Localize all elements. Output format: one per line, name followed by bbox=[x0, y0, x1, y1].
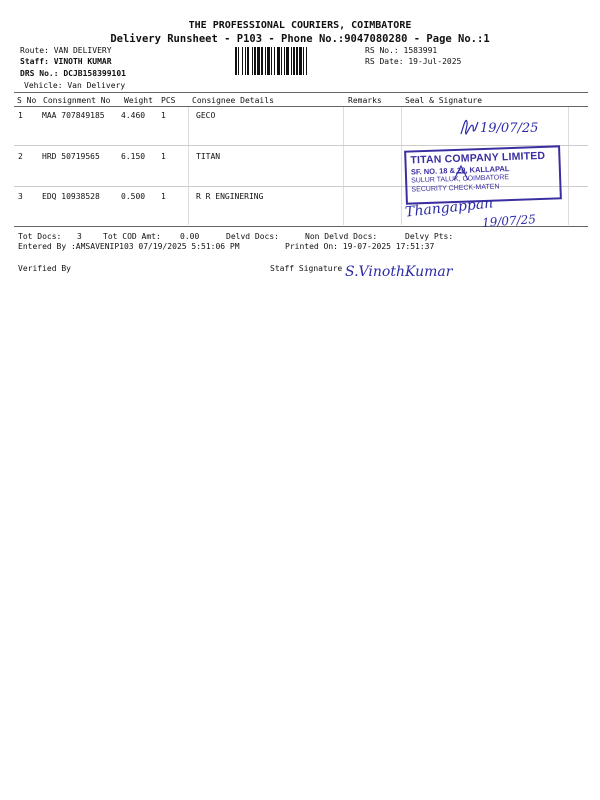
entered-by: Entered By :AMSAVENIP103 07/19/2025 5:51:06 PM bbox=[18, 242, 240, 251]
column-guide bbox=[401, 107, 402, 225]
table-row-3-consignee: R R ENGINERING bbox=[196, 192, 264, 201]
column-guide bbox=[343, 107, 344, 225]
staff-signature-label: Staff Signature bbox=[270, 264, 343, 273]
table-row-2-sno: 2 bbox=[18, 152, 23, 161]
table-row-1-pcs: 1 bbox=[161, 111, 166, 120]
header-weight: Weight bbox=[124, 96, 153, 105]
header-pcs: PCS bbox=[161, 96, 176, 105]
header-consignment: Consignment No bbox=[43, 96, 111, 105]
table-row-3-weight: 0.500 bbox=[121, 192, 146, 201]
table-row-1-consignment: MAA 707849185 bbox=[42, 111, 105, 120]
table-row-2-consignee: TITAN bbox=[196, 152, 221, 161]
rs-date: RS Date: 19-Jul-2025 bbox=[365, 57, 462, 66]
table-row-3-consignment: EDQ 10938528 bbox=[42, 192, 100, 201]
column-guide bbox=[568, 107, 569, 225]
table-row-1-sno: 1 bbox=[18, 111, 23, 120]
verified-by-label: Verified By bbox=[18, 264, 71, 273]
drs-number: DRS No.: DCJB158399101 bbox=[20, 69, 126, 78]
tot-cod-label: Tot COD Amt: bbox=[103, 232, 161, 241]
stamp-line-3: SULUR TALUK, COIMBATORE bbox=[411, 174, 510, 185]
table-row-2-weight: 6.150 bbox=[121, 152, 146, 161]
tot-cod-value: 0.00 bbox=[180, 232, 200, 241]
company-title: THE PROFESSIONAL COURIERS, COIMBATORE bbox=[188, 20, 412, 31]
runsheet-subtitle: Delivery Runsheet - P103 - Phone No.:9047080280 - Page No.:1 bbox=[110, 33, 490, 45]
header-consignee: Consignee Details bbox=[192, 96, 274, 105]
header-remarks: Remarks bbox=[348, 96, 382, 105]
tot-docs-value: 3 bbox=[77, 232, 82, 241]
non-delvd-docs-label: Non Delvd Docs: bbox=[305, 232, 378, 241]
barcode-image bbox=[235, 47, 357, 75]
staff-label: Staff: VINOTH KUMAR bbox=[20, 57, 112, 66]
table-row-2-pcs: 1 bbox=[161, 152, 166, 161]
staff-signature: S.VinothKumar bbox=[345, 264, 453, 280]
table-top-rule bbox=[14, 92, 588, 93]
header-seal: Seal & Signature bbox=[405, 96, 483, 105]
table-header-rule bbox=[14, 106, 588, 107]
route-label: Route: VAN DELIVERY bbox=[20, 46, 112, 55]
header-sno: S No bbox=[17, 96, 37, 105]
delvd-docs-label: Delvd Docs: bbox=[226, 232, 279, 241]
table-row-2-consignment: HRD 50719565 bbox=[42, 152, 100, 161]
row-divider bbox=[14, 145, 588, 146]
delvy-pts-label: Delvy Pts: bbox=[405, 232, 454, 241]
signature-row-1 bbox=[458, 114, 480, 138]
printed-on: Printed On: 19-07-2025 17:51:37 bbox=[285, 242, 435, 251]
table-row-3-sno: 3 bbox=[18, 192, 23, 201]
table-row-1-weight: 4.460 bbox=[121, 111, 146, 120]
rs-number: RS No.: 1583991 bbox=[365, 46, 438, 55]
column-guide bbox=[188, 107, 189, 225]
signature-row-3-name: Thangappan bbox=[404, 195, 494, 221]
table-row-3-pcs: 1 bbox=[161, 192, 166, 201]
tot-docs-label: Tot Docs: bbox=[18, 232, 62, 241]
stamp-line-1: TITAN COMPANY LIMITED bbox=[410, 149, 546, 167]
stamp-line-2: SF. NO. 18 & 20, KALLAPAL bbox=[410, 164, 510, 177]
vehicle-label: Vehicle: Van Delivery bbox=[24, 81, 126, 90]
stamp-line-4: SECURITY CHECK-MATEN bbox=[411, 183, 500, 194]
signature-row-1-date: 19/07/25 bbox=[480, 121, 539, 136]
signature-mark-on-stamp bbox=[452, 164, 470, 182]
table-row-1-consignee: GECO bbox=[196, 111, 216, 120]
signature-row-3-date: 19/07/25 bbox=[481, 212, 537, 230]
